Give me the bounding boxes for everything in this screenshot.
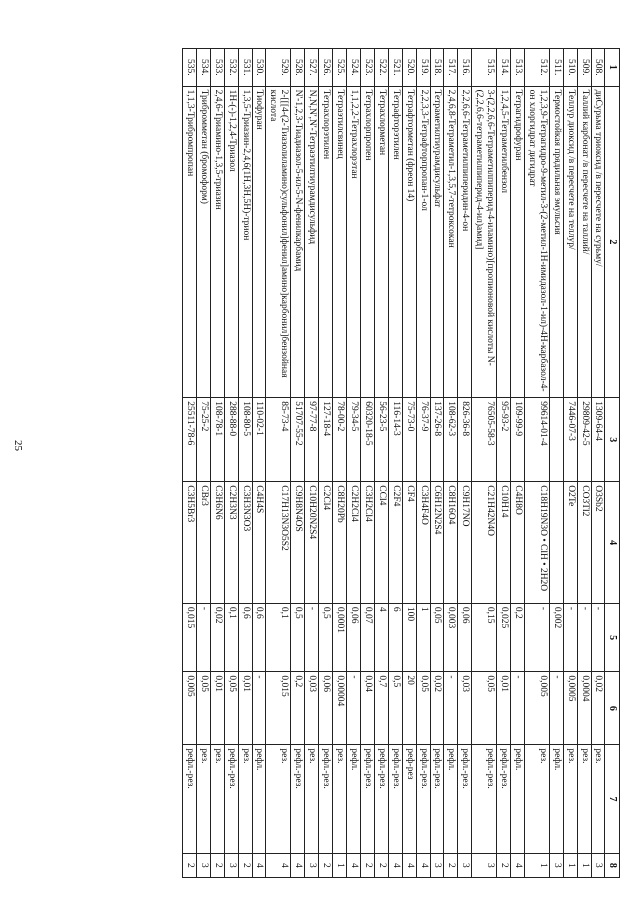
table-cell: 525.	[333, 49, 347, 87]
table-cell: 3	[549, 853, 563, 877]
table-cell: 0,6	[238, 603, 252, 672]
table-cell: 826-36-8	[458, 398, 472, 482]
table-cell: 511.	[549, 49, 563, 87]
table-cell: 520.	[402, 49, 416, 87]
table-row	[346, 49, 360, 878]
table-cell: рез.	[591, 745, 605, 853]
table-cell: рез.	[266, 745, 291, 853]
table-row	[549, 49, 563, 878]
table-cell: 2-[[[4-(2-Тиазолиламино)сульфонил]фенил]амино]карбонил]бензойная кислота	[266, 86, 291, 398]
table-row	[416, 49, 430, 878]
header-cell: 6	[605, 672, 620, 745]
table-cell: 4	[402, 853, 416, 877]
table-cell: 51707-55-2	[291, 398, 305, 482]
table-cell: 108-62-3	[444, 398, 458, 482]
table-cell: 137-26-8	[430, 398, 444, 482]
table-row	[319, 49, 333, 878]
table-cell: рефл.-рез.	[224, 745, 238, 853]
table-cell: 0,02	[430, 672, 444, 745]
table-row	[524, 49, 549, 878]
table-cell: 0,02	[210, 603, 224, 672]
table-cell: 527.	[305, 49, 319, 87]
table-cell: Термостойкая прядильная эмульсия	[549, 86, 563, 398]
table-cell: 110-02-1	[252, 398, 266, 482]
table-cell: 0,03	[458, 672, 472, 745]
table-cell: O3Sb2	[591, 482, 605, 604]
table-cell: 1	[563, 853, 577, 877]
table-cell: рез.	[333, 745, 347, 853]
table-cell	[549, 398, 563, 482]
substances-table	[182, 48, 620, 878]
table-cell: 529.	[266, 49, 291, 87]
table-row	[458, 49, 472, 878]
table-cell: 531.	[238, 49, 252, 87]
table-cell: 127-18-4	[319, 398, 333, 482]
table-cell: 1,2,3,9-Тетрагидро-9-метил-3-(2-метил-1Н-имидазол-1-ил)-4Н-карбазол-4-он хлоргидрат дигидрат	[524, 86, 549, 398]
table-cell: -	[346, 672, 360, 745]
header-cell: 5	[605, 603, 620, 672]
table-cell: 4	[388, 853, 402, 877]
table-cell: O2Te	[563, 482, 577, 604]
table-cell: 523.	[360, 49, 374, 87]
table-cell: 109-99-9	[511, 398, 525, 482]
table-cell: Тетрагидрофуран	[511, 86, 525, 398]
table-cell: 288-88-0	[224, 398, 238, 482]
table-cell: Тетрахлорметан	[374, 86, 388, 398]
table-cell: реф-рез	[402, 745, 416, 853]
header-cell: 2	[605, 86, 620, 398]
table-cell: 532.	[224, 49, 238, 87]
table-cell: 0,00004	[333, 672, 347, 745]
table-cell: рефл.	[346, 745, 360, 853]
table-cell: 0,05	[224, 672, 238, 745]
table-cell: 4	[346, 853, 360, 877]
table-row	[333, 49, 347, 878]
table-cell: 1,1,2,2-Тетрахлорэтан	[346, 86, 360, 398]
table-cell: 0,5	[319, 603, 333, 672]
table-cell: 0,0004	[577, 672, 591, 745]
table-cell: C3H5Br3	[182, 482, 196, 604]
header-cell: 1	[605, 49, 620, 87]
table-row	[472, 49, 497, 878]
table-cell: рез.	[210, 745, 224, 853]
table-cell: C3H4F4O	[416, 482, 430, 604]
table-cell: 2	[444, 853, 458, 877]
table-cell: 1,2,4,5-Тетраметилбензол	[497, 86, 511, 398]
table-row	[305, 49, 319, 878]
table-cell: 3-(2,2,6,6-Тетраметилпиперид-4-иламино)[пропионовой кислоты N-(2,2,6,6-тетраметилпиперид-4-ил)амид]	[472, 86, 497, 398]
table-cell: 0,06	[346, 603, 360, 672]
table-cell: 524.	[346, 49, 360, 87]
table-cell: 3	[196, 853, 210, 877]
table-cell: рез.	[577, 745, 591, 853]
header-cell: 8	[605, 853, 620, 877]
table-cell: рефл.	[549, 745, 563, 853]
table-cell: Теллур диоксид /в пересчете на теллур/	[563, 86, 577, 398]
table-cell: C10H20N2S4	[305, 482, 319, 604]
table-cell: C3H2Cl4	[360, 482, 374, 604]
table-cell: 99614-01-4	[524, 398, 549, 482]
table-cell: 4	[291, 853, 305, 877]
table-cell: 2	[238, 853, 252, 877]
table-cell: 516.	[458, 49, 472, 87]
table-cell: 0,6	[252, 603, 266, 672]
table-row	[210, 49, 224, 878]
table-row	[224, 49, 238, 878]
table-cell: C9H17NO	[458, 482, 472, 604]
table-cell: N'-1,2,3-Тиадиазол-5-ил-5-N-фенилкарбамид	[291, 86, 305, 398]
table-cell: 2	[210, 853, 224, 877]
table-cell: 514.	[497, 49, 511, 87]
table-cell: C2H2Cl4	[346, 482, 360, 604]
table-cell: 95-93-2	[497, 398, 511, 482]
table-cell: C4H4S	[252, 482, 266, 604]
table-cell: -	[511, 672, 525, 745]
table-cell: Таллий карбонат /в пересчете на таллий/	[577, 86, 591, 398]
table-cell: рефл.	[444, 745, 458, 853]
table-row	[360, 49, 374, 878]
rotated-table-container	[70, 48, 620, 878]
table-cell: 515.	[472, 49, 497, 87]
table-cell: рефл.-рез.	[291, 745, 305, 853]
table-cell: 76-37-9	[416, 398, 430, 482]
table-cell: рефл.-рез.	[374, 745, 388, 853]
table-cell: C8H16O4	[444, 482, 458, 604]
table-row	[374, 49, 388, 878]
table-cell: Трибромметан (бромоформ)	[196, 86, 210, 398]
page-number: 25	[12, 440, 24, 451]
table-cell: 0,01	[238, 672, 252, 745]
table-cell: рефл.-рез.	[319, 745, 333, 853]
table-cell: C3H3N3O3	[238, 482, 252, 604]
table-cell: 2,4,6,8-Тетраметил-1,3,5,7-тетроксокан	[444, 86, 458, 398]
table-cell: 4	[252, 853, 266, 877]
table-row	[291, 49, 305, 878]
table-cell: 2	[497, 853, 511, 877]
table-cell: Тетраэтилсвинец	[333, 86, 347, 398]
table-row	[591, 49, 605, 878]
table-cell: 2	[360, 853, 374, 877]
table-cell: 4	[416, 853, 430, 877]
table-cell: 0,0005	[563, 672, 577, 745]
table-cell: C2F4	[388, 482, 402, 604]
table-cell: 75-73-0	[402, 398, 416, 482]
table-cell: 7446-07-3	[563, 398, 577, 482]
table-cell: 20	[402, 672, 416, 745]
header-row	[605, 49, 620, 878]
table-cell	[549, 482, 563, 604]
table-cell: 56-23-5	[374, 398, 388, 482]
table-cell: C10H14	[497, 482, 511, 604]
table-cell: 0,05	[416, 672, 430, 745]
table-row	[497, 49, 511, 878]
table-cell: рефл.-рез.	[360, 745, 374, 853]
table-cell: 97-77-8	[305, 398, 319, 482]
header-cell: 3	[605, 398, 620, 482]
table-cell: 513.	[511, 49, 525, 87]
table-cell: 1Н-(-)-1,2,4-Триазол	[224, 86, 238, 398]
table-cell: 512.	[524, 49, 549, 87]
table-cell: -	[524, 603, 549, 672]
table-cell: 78-00-2	[333, 398, 347, 482]
table-cell: 0,07	[360, 603, 374, 672]
table-cell: 522.	[374, 49, 388, 87]
table-cell: 108-78-1	[210, 398, 224, 482]
table-cell: 0,025	[497, 603, 511, 672]
table-cell: 0,015	[182, 603, 196, 672]
table-cell: 3	[430, 853, 444, 877]
table-cell: рефл.	[511, 745, 525, 853]
table-row	[402, 49, 416, 878]
table-row	[430, 49, 444, 878]
table-cell: 0,06	[319, 672, 333, 745]
table-cell: 0,5	[291, 603, 305, 672]
table-cell: 528.	[291, 49, 305, 87]
table-cell: Тетрафторметан (фреон 14)	[402, 86, 416, 398]
table-cell: CCl4	[374, 482, 388, 604]
table-cell: 4	[511, 853, 525, 877]
table-cell: 0,0001	[333, 603, 347, 672]
table-cell: 0,005	[182, 672, 196, 745]
table-cell: 526.	[319, 49, 333, 87]
table-cell: рез.	[524, 745, 549, 853]
table-cell: рефл.-рез.	[497, 745, 511, 853]
table-cell: рефл.-рез.	[182, 745, 196, 853]
table-cell: 0,05	[196, 672, 210, 745]
table-cell: CF4	[402, 482, 416, 604]
table-row	[444, 49, 458, 878]
table-cell: 1	[524, 853, 549, 877]
table-cell: -	[563, 603, 577, 672]
table-cell: 3	[591, 853, 605, 877]
table-cell: 1	[333, 853, 347, 877]
table-cell: рефл.-рез.	[472, 745, 497, 853]
table-cell: 0,03	[305, 672, 319, 745]
table-cell: 0,1	[266, 603, 291, 672]
table-cell: 1	[416, 603, 430, 672]
table-cell: C4H8O	[511, 482, 525, 604]
table-cell: 530.	[252, 49, 266, 87]
table-cell: 60320-18-5	[360, 398, 374, 482]
table-cell: 4	[266, 853, 291, 877]
table-cell: -	[444, 672, 458, 745]
header-cell: 7	[605, 745, 620, 853]
table-cell: 2	[319, 853, 333, 877]
table-cell: 3	[458, 853, 472, 877]
table-cell: 0,01	[210, 672, 224, 745]
table-cell: -	[305, 603, 319, 672]
table-cell: 0,005	[524, 672, 549, 745]
table-cell: 533.	[210, 49, 224, 87]
table-cell: 508.	[591, 49, 605, 87]
table-cell: рез.	[305, 745, 319, 853]
table-cell: 85-73-4	[266, 398, 291, 482]
table-cell: 75-25-2	[196, 398, 210, 482]
table-cell: 1309-64-4	[591, 398, 605, 482]
table-cell: 25511-78-6	[182, 398, 196, 482]
table-cell: N,N,N',N'-Тетраэтилтиурамдисульфид	[305, 86, 319, 398]
table-cell: рез.	[563, 745, 577, 853]
table-cell: 2	[374, 853, 388, 877]
table-cell: 519.	[416, 49, 430, 87]
table-cell: 0,1	[224, 603, 238, 672]
table-cell: рефл.	[252, 745, 266, 853]
table-cell: 6	[388, 603, 402, 672]
table-cell: C21H42N4O	[472, 482, 497, 604]
table-row	[182, 49, 196, 878]
table-cell: 108-80-5	[238, 398, 252, 482]
table-cell: 0,04	[360, 672, 374, 745]
table-cell: 29809-42-5	[577, 398, 591, 482]
table-cell: 0,15	[472, 603, 497, 672]
table-cell: 116-14-3	[388, 398, 402, 482]
table-cell: 0,2	[511, 603, 525, 672]
table-cell: 0,002	[549, 603, 563, 672]
table-cell: C2Cl4	[319, 482, 333, 604]
table-cell: 0,02	[591, 672, 605, 745]
table-cell: 534.	[196, 49, 210, 87]
table-cell: рефл.-рез.	[458, 745, 472, 853]
table-cell: диСурьма триоксид /в пересчете на сурьму/	[591, 86, 605, 398]
table-cell: 0,003	[444, 603, 458, 672]
table-cell: C3H6N6	[210, 482, 224, 604]
table-row	[577, 49, 591, 878]
table-cell: 4	[374, 603, 388, 672]
table-cell: Тетрахлорэтилен	[319, 86, 333, 398]
header-cell: 4	[605, 482, 620, 604]
table-cell: рез.	[238, 745, 252, 853]
table-cell: Тетрафторэтилен	[388, 86, 402, 398]
table-row	[266, 49, 291, 878]
table-cell: рефл.-рез.	[388, 745, 402, 853]
table-cell: 3	[305, 853, 319, 877]
table-cell: 521.	[388, 49, 402, 87]
table-cell: 1,3,5-Триазин-2,4,6(1Н,3Н,5Н)-трион	[238, 86, 252, 398]
table-cell: 3	[472, 853, 497, 877]
table-cell: CO3Tl2	[577, 482, 591, 604]
table-cell: Тетраметилтиурамдисульфат	[430, 86, 444, 398]
table-cell: 0,5	[388, 672, 402, 745]
table-row	[196, 49, 210, 878]
table-cell: C9H8N4OS	[291, 482, 305, 604]
table-cell: -	[549, 672, 563, 745]
table-cell: C18H19N3O • ClH • 2H2O	[524, 482, 549, 604]
table-cell: -	[591, 603, 605, 672]
table-cell: 1,1,3-Трибромпропан	[182, 86, 196, 398]
table-cell: -	[577, 603, 591, 672]
table-cell: Тетрахлорпропен	[360, 86, 374, 398]
table-cell: -	[196, 603, 210, 672]
table-cell: 2,2,3,3-Тетрафторпропан-1-ол	[416, 86, 430, 398]
table-row	[238, 49, 252, 878]
table-cell: 2,4,6-Триамино-1,3,5-триазин	[210, 86, 224, 398]
table-cell: 3	[224, 853, 238, 877]
table-cell: Тиофуран	[252, 86, 266, 398]
table-cell: 0,2	[291, 672, 305, 745]
table-cell: 509.	[577, 49, 591, 87]
table-row	[388, 49, 402, 878]
table-cell: 510.	[563, 49, 577, 87]
table-cell: CBr3	[196, 482, 210, 604]
table-cell: C6H12N2S4	[430, 482, 444, 604]
table-cell: 518.	[430, 49, 444, 87]
table-cell: 0,01	[497, 672, 511, 745]
table-cell: 0,05	[430, 603, 444, 672]
table-row	[511, 49, 525, 878]
table-cell: 100	[402, 603, 416, 672]
table-cell: C8H20Pb	[333, 482, 347, 604]
table-cell: C2H3N3	[224, 482, 238, 604]
table-cell: рефл.-рез.	[416, 745, 430, 853]
table-row	[563, 49, 577, 878]
table-cell: 79-34-5	[346, 398, 360, 482]
table-cell: рефл.-рез.	[430, 745, 444, 853]
table-cell: 76505-58-3	[472, 398, 497, 482]
table-cell: 0,7	[374, 672, 388, 745]
table-cell: 1	[577, 853, 591, 877]
table-cell: рез.	[196, 745, 210, 853]
table-cell: C17H13N3O5S2	[266, 482, 291, 604]
table-cell: 0,05	[472, 672, 497, 745]
table-cell: 0,015	[266, 672, 291, 745]
table-row	[252, 49, 266, 878]
table-cell: 2	[182, 853, 196, 877]
table-cell: 535.	[182, 49, 196, 87]
table-cell: 517.	[444, 49, 458, 87]
table-cell: 2,2,6,6-Тетраметилпиперидин-4-он	[458, 86, 472, 398]
table-cell: 0,06	[458, 603, 472, 672]
table-cell: -	[252, 672, 266, 745]
